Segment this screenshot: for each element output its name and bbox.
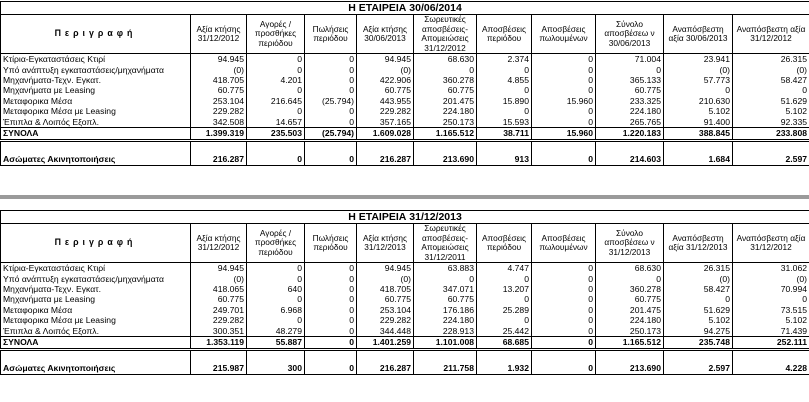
cell-value: 342.508 — [191, 116, 247, 127]
cell-value: 26.315 — [664, 263, 733, 274]
cell-value: 55.887 — [247, 336, 305, 349]
cell-value: 0 — [477, 106, 532, 116]
cell-value: 0 — [305, 325, 357, 336]
cell-value: 92.335 — [733, 116, 809, 127]
cell-value — [357, 140, 414, 153]
cell-value: 2.374 — [477, 54, 532, 65]
cell-value: 0 — [247, 54, 305, 65]
cell-value: 1.165.512 — [596, 336, 664, 349]
cell-value: 0 — [477, 273, 532, 283]
cell-value: 357.165 — [357, 116, 414, 127]
cell-value: 0 — [305, 106, 357, 116]
cell-value: (0) — [664, 273, 733, 283]
cell-value: 0 — [532, 75, 596, 85]
cell-value: 224.180 — [596, 315, 664, 325]
cell-value: 213.690 — [596, 362, 664, 375]
column-header-description: Περιγραφή — [1, 15, 191, 54]
cell-value: 0 — [305, 284, 357, 294]
cell-value: (0) — [357, 64, 414, 74]
cell-value: 0 — [532, 325, 596, 336]
cell-value: 38.711 — [477, 127, 532, 140]
cell-value: 0 — [532, 54, 596, 65]
cell-value: 229.282 — [191, 315, 247, 325]
cell-value: 0 — [305, 54, 357, 65]
cell-value: 58.427 — [733, 75, 809, 85]
cell-value: 249.701 — [191, 305, 247, 315]
cell-value: 0 — [247, 273, 305, 283]
cell-value — [191, 349, 247, 362]
cell-value: 216.287 — [191, 153, 247, 166]
table-row — [1, 305, 809, 315]
cell-value: 15.593 — [477, 116, 532, 127]
cell-value: 94.945 — [191, 54, 247, 65]
cell-value: 0 — [305, 315, 357, 325]
cell-value: 0 — [477, 64, 532, 74]
total-row — [1, 336, 809, 349]
cell-value: 68.630 — [596, 263, 664, 274]
cell-value: 63.883 — [414, 263, 477, 274]
cell-value: 0 — [305, 305, 357, 315]
cell-value: 422.906 — [357, 75, 414, 85]
intangibles-row — [1, 153, 809, 166]
cell-value: 233.808 — [733, 127, 809, 140]
cell-value: 418.065 — [191, 284, 247, 294]
table-row — [1, 54, 809, 65]
cell-value: 68.685 — [477, 336, 532, 349]
cell-value: 913 — [477, 153, 532, 166]
cell-value: 344.448 — [357, 325, 414, 336]
row-label: Μεταφορικα Μέσα με Leasing — [1, 106, 191, 116]
cell-value — [357, 349, 414, 362]
cell-value: 0 — [305, 75, 357, 85]
cell-value: 91.400 — [664, 116, 733, 127]
cell-value: 68.630 — [414, 54, 477, 65]
column-header: Αξία κτήσης 30/06/2013 — [357, 15, 414, 54]
cell-value: 0 — [532, 284, 596, 294]
cell-value: 0 — [247, 153, 305, 166]
cell-value: 48.279 — [247, 325, 305, 336]
cell-value: 94.275 — [664, 325, 733, 336]
cell-value — [733, 349, 809, 362]
cell-value — [532, 349, 596, 362]
cell-value: 25.442 — [477, 325, 532, 336]
cell-value: 0 — [532, 315, 596, 325]
asset-table-2014 — [0, 1, 809, 166]
cell-value — [664, 349, 733, 362]
cell-value: 58.427 — [664, 284, 733, 294]
table-row — [1, 96, 809, 106]
cell-value: 94.945 — [357, 263, 414, 274]
column-header: Αποσβέσεις περιόδου — [477, 224, 532, 263]
cell-value: 224.180 — [414, 106, 477, 116]
column-header: Αποσβέσεις περιόδου — [477, 15, 532, 54]
cell-value: (0) — [733, 273, 809, 283]
cell-value: 1.684 — [664, 153, 733, 166]
table-row — [1, 64, 809, 74]
cell-value: 253.104 — [191, 96, 247, 106]
cell-value: 0 — [247, 263, 305, 274]
cell-value — [477, 349, 532, 362]
row-label: Κτίρια-Εγκαταστάσεις Κτιρί — [1, 263, 191, 274]
row-label: ΣΥΝΟΛΑ — [1, 127, 191, 140]
cell-value: 0 — [532, 85, 596, 95]
cell-value: 0 — [477, 315, 532, 325]
cell-value: 6.968 — [247, 305, 305, 315]
cell-value: 2.597 — [733, 153, 809, 166]
row-label: ΣΥΝΟΛΑ — [1, 336, 191, 349]
cell-value — [414, 349, 477, 362]
cell-value: 5.102 — [664, 106, 733, 116]
table-row — [1, 273, 809, 283]
cell-value: 14.657 — [247, 116, 305, 127]
cell-value: 0 — [247, 315, 305, 325]
cell-value: 5.102 — [733, 106, 809, 116]
column-header: Αξία κτήσης 31/12/2013 — [357, 224, 414, 263]
table-row — [1, 284, 809, 294]
cell-value: 60.775 — [357, 294, 414, 304]
cell-value: 0 — [247, 294, 305, 304]
row-label — [1, 140, 191, 153]
cell-value: 71.439 — [733, 325, 809, 336]
column-header: Σωρευτικές αποσβέσεις-Απομειώσεις 31/12/2011 — [414, 224, 477, 263]
cell-value: 1.399.319 — [191, 127, 247, 140]
cell-value: 360.278 — [414, 75, 477, 85]
cell-value — [596, 349, 664, 362]
cell-value: 201.475 — [414, 96, 477, 106]
cell-value: 5.102 — [733, 315, 809, 325]
row-label: Μηχανήματα-Τεχν. Εγκατ. — [1, 284, 191, 294]
cell-value: 4.855 — [477, 75, 532, 85]
row-label: Υπό ανάπτυξη εγκαταστάσεις/μηχανήματα — [1, 273, 191, 283]
cell-value: 0 — [305, 273, 357, 283]
cell-value: 252.111 — [733, 336, 809, 349]
table-body — [1, 54, 809, 166]
cell-value: 365.133 — [596, 75, 664, 85]
cell-value: 0 — [532, 263, 596, 274]
cell-value: 228.913 — [414, 325, 477, 336]
column-header: Αποσβέσεις πωλουμένων — [532, 15, 596, 54]
cell-value: 0 — [733, 294, 809, 304]
cell-value: 60.775 — [596, 85, 664, 95]
row-label: Έπιπλα & Λοιπός Εξοπλ. — [1, 325, 191, 336]
row-label: Μεταφορικα Μέσα — [1, 305, 191, 315]
cell-value: 0 — [414, 273, 477, 283]
asset-table-2013 — [0, 210, 809, 375]
row-label: Κτίρια-Εγκαταστάσεις Κτιρί — [1, 54, 191, 65]
cell-value: 0 — [305, 362, 357, 375]
cell-value: 51.629 — [664, 305, 733, 315]
cell-value: 0 — [596, 273, 664, 283]
cell-value: 1.609.028 — [357, 127, 414, 140]
cell-value: 253.104 — [357, 305, 414, 315]
row-label: Ασώματες Ακινητοποιήσεις — [1, 153, 191, 166]
cell-value: (0) — [357, 273, 414, 283]
cell-value: 235.748 — [664, 336, 733, 349]
cell-value: 443.955 — [357, 96, 414, 106]
cell-value: 23.941 — [664, 54, 733, 65]
cell-value: 73.515 — [733, 305, 809, 315]
cell-value: 0 — [532, 153, 596, 166]
row-label: Υπό ανάπτυξη εγκαταστάσεις/μηχανήματα — [1, 64, 191, 74]
cell-value: (0) — [191, 64, 247, 74]
cell-value: 0 — [532, 116, 596, 127]
table-row — [1, 85, 809, 95]
cell-value — [191, 140, 247, 153]
cell-value: 0 — [305, 336, 357, 349]
cell-value: (25.794) — [305, 127, 357, 140]
column-header: Αναπόσβεστη αξία 31/12/2013 — [664, 224, 733, 263]
cell-value — [305, 140, 357, 153]
cell-value: 250.173 — [596, 325, 664, 336]
column-header: Αξία κτήσης 31/12/2012 — [191, 15, 247, 54]
table-title: Η ΕΤΑΙΡΕΙΑ 31/12/2013 — [1, 211, 809, 224]
table-row — [1, 294, 809, 304]
cell-value: 229.282 — [191, 106, 247, 116]
cell-value: 176.186 — [414, 305, 477, 315]
cell-value: 0 — [532, 106, 596, 116]
cell-value: 0 — [305, 153, 357, 166]
cell-value: 60.775 — [191, 294, 247, 304]
cell-value: 1.101.008 — [414, 336, 477, 349]
cell-value: 0 — [247, 85, 305, 95]
cell-value: (0) — [664, 64, 733, 74]
row-label: Μηχανήματα-Τεχν. Εγκατ. — [1, 75, 191, 85]
row-label: Ασώματες Ακινητοποιήσεις — [1, 362, 191, 375]
cell-value — [414, 140, 477, 153]
cell-value: 1.353.119 — [191, 336, 247, 349]
cell-value: 4.228 — [733, 362, 809, 375]
table-row — [1, 116, 809, 127]
column-header: Αξία κτήσης 31/12/2012 — [191, 224, 247, 263]
cell-value: 224.180 — [596, 106, 664, 116]
cell-value — [247, 140, 305, 153]
cell-value: (0) — [191, 273, 247, 283]
cell-value: 0 — [305, 263, 357, 274]
cell-value: 0 — [532, 294, 596, 304]
cell-value: 210.630 — [664, 96, 733, 106]
table-body — [1, 263, 809, 375]
cell-value: 0 — [305, 64, 357, 74]
cell-value: 1.220.183 — [596, 127, 664, 140]
cell-value: 0 — [247, 64, 305, 74]
cell-value: 25.289 — [477, 305, 532, 315]
cell-value: 388.845 — [664, 127, 733, 140]
column-header: Αποσβέσεις πωλουμένων — [532, 224, 596, 263]
cell-value: 300 — [247, 362, 305, 375]
row-label: Μηχανήματα με Leasing — [1, 85, 191, 95]
table-row — [1, 263, 809, 274]
row-label: Μεταφορικα Μέσα — [1, 96, 191, 106]
cell-value: 215.987 — [191, 362, 247, 375]
cell-value: 60.775 — [191, 85, 247, 95]
table-row — [1, 315, 809, 325]
cell-value — [596, 140, 664, 153]
cell-value: 216.287 — [357, 362, 414, 375]
cell-value: (0) — [733, 64, 809, 74]
cell-value: 26.315 — [733, 54, 809, 65]
column-header: Σύνολο αποσβέσεω ν 30/06/2013 — [596, 15, 664, 54]
cell-value: 70.994 — [733, 284, 809, 294]
cell-value: 0 — [664, 85, 733, 95]
cell-value — [733, 140, 809, 153]
column-header: Αναπόσβεστη αξία 31/12/2012 — [733, 224, 809, 263]
cell-value: 0 — [305, 294, 357, 304]
cell-value: 60.775 — [596, 294, 664, 304]
cell-value: 94.945 — [357, 54, 414, 65]
cell-value: 0 — [477, 85, 532, 95]
cell-value: 347.071 — [414, 284, 477, 294]
cell-value: 0 — [414, 64, 477, 74]
cell-value: 300.351 — [191, 325, 247, 336]
cell-value: 13.207 — [477, 284, 532, 294]
cell-value: 0 — [305, 116, 357, 127]
cell-value: 216.287 — [357, 153, 414, 166]
cell-value: 0 — [532, 305, 596, 315]
cell-value: 60.775 — [414, 85, 477, 95]
row-label: Έπιπλα & Λοιπός Εξοπλ. — [1, 116, 191, 127]
cell-value: 0 — [664, 294, 733, 304]
section-separator — [0, 195, 809, 199]
cell-value: 0 — [596, 64, 664, 74]
cell-value: 213.690 — [414, 153, 477, 166]
column-header: Πωλήσεις περιόδου — [305, 15, 357, 54]
cell-value: 418.705 — [191, 75, 247, 85]
cell-value: 60.775 — [357, 85, 414, 95]
row-label — [1, 349, 191, 362]
cell-value: 4.747 — [477, 263, 532, 274]
cell-value: 233.325 — [596, 96, 664, 106]
cell-value: 1.165.512 — [414, 127, 477, 140]
cell-value: 0 — [532, 64, 596, 74]
cell-value: 4.201 — [247, 75, 305, 85]
cell-value: 224.180 — [414, 315, 477, 325]
cell-value: 0 — [532, 336, 596, 349]
cell-value: 0 — [477, 294, 532, 304]
cell-value: 235.503 — [247, 127, 305, 140]
row-label: Μεταφορικα Μέσα με Leasing — [1, 315, 191, 325]
column-header: Αναπόσβεστη αξία 31/12/2012 — [733, 15, 809, 54]
cell-value: 15.890 — [477, 96, 532, 106]
cell-value: 94.945 — [191, 263, 247, 274]
cell-value: 265.765 — [596, 116, 664, 127]
cell-value: 0 — [733, 85, 809, 95]
cell-value: 229.282 — [357, 315, 414, 325]
cell-value: 5.102 — [664, 315, 733, 325]
column-header: Σύνολο αποσβέσεω ν 31/12/2013 — [596, 224, 664, 263]
cell-value: 1.401.259 — [357, 336, 414, 349]
cell-value: 15.960 — [532, 96, 596, 106]
cell-value — [477, 140, 532, 153]
cell-value — [532, 140, 596, 153]
column-header: Αναπόσβεστη αξία 30/06/2013 — [664, 15, 733, 54]
table-row — [1, 75, 809, 85]
cell-value: 216.645 — [247, 96, 305, 106]
cell-value: 0 — [247, 106, 305, 116]
column-header: Πωλήσεις περιόδου — [305, 224, 357, 263]
cell-value: 0 — [532, 362, 596, 375]
column-header: Αγορές / προσθήκες περιόδου — [247, 15, 305, 54]
cell-value: 229.282 — [357, 106, 414, 116]
cell-value: 418.705 — [357, 284, 414, 294]
column-header: Αγορές / προσθήκες περιόδου — [247, 224, 305, 263]
cell-value: 640 — [247, 284, 305, 294]
spacer-row — [1, 349, 809, 362]
total-row — [1, 127, 809, 140]
cell-value: 250.173 — [414, 116, 477, 127]
cell-value: 211.758 — [414, 362, 477, 375]
cell-value: 51.629 — [733, 96, 809, 106]
spacer-row — [1, 140, 809, 153]
column-header-description: Περιγραφή — [1, 224, 191, 263]
cell-value — [664, 140, 733, 153]
column-header: Σωρευτικές αποσβέσεις-Απομειώσεις 31/12/2012 — [414, 15, 477, 54]
cell-value: 0 — [532, 273, 596, 283]
cell-value: 201.475 — [596, 305, 664, 315]
table-row — [1, 106, 809, 116]
cell-value — [305, 349, 357, 362]
cell-value — [247, 349, 305, 362]
cell-value: 31.062 — [733, 263, 809, 274]
cell-value: 214.603 — [596, 153, 664, 166]
cell-value: 360.278 — [596, 284, 664, 294]
cell-value: 2.597 — [664, 362, 733, 375]
table-row — [1, 325, 809, 336]
cell-value: 71.004 — [596, 54, 664, 65]
table-title: Η ΕΤΑΙΡΕΙΑ 30/06/2014 — [1, 2, 809, 15]
cell-value: (25.794) — [305, 96, 357, 106]
cell-value: 15.960 — [532, 127, 596, 140]
row-label: Μηχανήματα με Leasing — [1, 294, 191, 304]
cell-value: 57.773 — [664, 75, 733, 85]
cell-value: 1.932 — [477, 362, 532, 375]
cell-value: 0 — [305, 85, 357, 95]
cell-value: 60.775 — [414, 294, 477, 304]
intangibles-row — [1, 362, 809, 375]
